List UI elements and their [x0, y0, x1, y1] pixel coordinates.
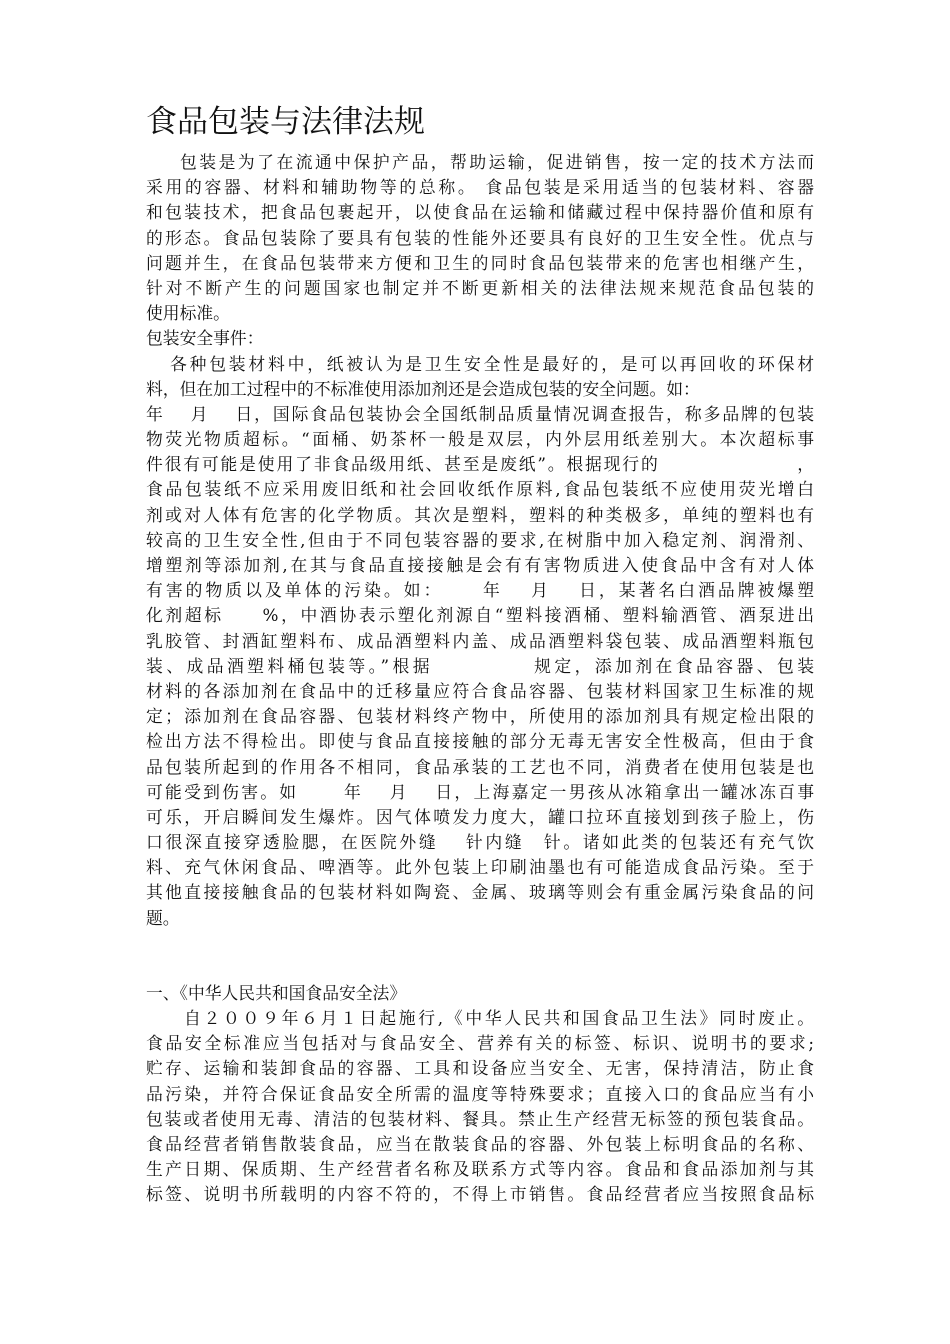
- paragraph-line: 品包装所起到的作用各不相同，食品承装的工艺也不同，消费者在使用包装是也: [146, 756, 814, 777]
- paragraph-line: 料、充气休闲食品、啤酒等。此外包装上印刷油墨也有可能造成食品污染。至于: [146, 857, 814, 878]
- paragraph-line: 装、成品酒塑料桶包装等。”根据 规定，添加剂在食品容器、包装: [146, 655, 814, 676]
- paragraph-line: 包装或者使用无毒、清洁的包装材料、餐具。禁止生产经营无标签的预包装食品。: [146, 1108, 814, 1129]
- paragraph-line: 件很有可能是使用了非食品级用纸、甚至是废纸”。根据现行的 ，: [146, 454, 814, 475]
- paragraph-line: 其他直接接触食品的包装材料如陶瓷、金属、玻璃等则会有重金属污染食品的问: [146, 882, 814, 903]
- paragraph-line: 标签、说明书所载明的内容不符的，不得上市销售。食品经营者应当按照食品标: [146, 1184, 814, 1205]
- paragraph-line: 检出方法不得检出。即使与食品直接接触的部分无毒无害安全性极高，但由于食: [146, 731, 814, 752]
- paragraph-line: 品污染，并符合保证食品安全所需的温度等特殊要求；直接入口的食品应当有小: [146, 1083, 814, 1104]
- paragraph-line: 的形态。食品包装除了要具有包装的性能外还要具有良好的卫生安全性。优点与: [146, 227, 814, 248]
- paragraph-line: 贮存、运输和装卸食品的容器、工具和设备应当安全、无害，保持清洁，防止食: [146, 1058, 814, 1079]
- paragraph-line: 可乐，开启瞬间发生爆炸。因气体喷发力度大，罐口拉环直接划到孩子脸上，伤: [146, 806, 814, 827]
- section-heading: 包装安全事件：: [146, 328, 264, 349]
- paragraph-line: 化剂超标 %，中酒协表示塑化剂源自“塑料接酒桶、塑料输酒管、酒泵进出: [146, 605, 814, 626]
- blank-space: [146, 931, 814, 981]
- paragraph-line: 料，但在加工过程中的不标准使用添加剂还是会造成包装的安全问题。如：: [146, 378, 700, 399]
- paragraph-line: 使用标准。: [146, 303, 230, 324]
- paragraph-line: 问题并生，在食品包装带来方便和卫生的同时食品包装带来的危害也相继产生，: [146, 252, 814, 273]
- paragraph-line: 自２００９年６月１日起施行,《中华人民共和国食品卫生法》同时废止。: [184, 1008, 814, 1028]
- document-title: 食品包装与法律法规: [146, 104, 425, 140]
- law-paragraph: [146, 1006, 814, 1208]
- paragraph-line: 剂或对人体有危害的化学物质。其次是塑料，塑料的种类极多，单纯的塑料也有: [146, 504, 814, 525]
- paragraph-line: 可能受到伤害。如 年 月 日，上海嘉定一男孩从冰箱拿出一罐冰冻百事: [146, 781, 814, 802]
- paragraph-line: 年 月 日，国际食品包装协会全国纸制品质量情况调查报告，称多品牌的包装: [146, 403, 814, 424]
- paragraph-line: 材料的各添加剂在食品中的迁移量应符合食品容器、包装材料国家卫生标准的规: [146, 680, 814, 701]
- paragraph-line: 题。: [146, 907, 180, 928]
- paragraph-line: 针对不断产生的问题国家也制定并不断更新相关的法律法规来规范食品包装的: [146, 277, 814, 298]
- paragraph-line: 乳胶管、封酒缸塑料布、成品酒塑料内盖、成品酒塑料袋包装、成品酒塑料瓶包: [146, 630, 814, 651]
- paragraph-line: 口很深直接穿透脸腮，在医院外缝 针内缝 针。诸如此类的包装还有充气饮: [146, 832, 814, 853]
- paragraph-line: 和包装技术，把食品包裹起开，以使食品在运输和储藏过程中保持器价值和原有: [146, 202, 814, 223]
- paragraph-line: 增塑剂等添加剂,在其与食品直接接触是会有有害物质进入使食品中含有对人体: [146, 555, 814, 575]
- paragraph-line: 食品安全标准应当包括对与食品安全、营养有关的标签、标识、说明书的要求;: [146, 1033, 814, 1054]
- intro-paragraph: [146, 150, 814, 326]
- incident-paragraph: [146, 352, 814, 931]
- paragraph-line: 食品包装纸不应采用废旧纸和社会回收纸作原料,食品包装纸不应使用荧光增白: [146, 479, 814, 500]
- paragraph-line: 生产日期、保质期、生产经营者名称及联系方式等内容。食品和食品添加剂与其: [146, 1159, 814, 1180]
- paragraph-line: 有害的物质以及单体的污染。如： 年 月 日，某著名白酒品牌被爆塑: [146, 580, 814, 601]
- paragraph-line: 各种包装材料中，纸被认为是卫生安全性是最好的，是可以再回收的环保材: [170, 353, 814, 374]
- document-page: [146, 100, 814, 1208]
- paragraph-line: 物荧光物质超标。“面桶、奶茶杯一般是双层，内外层用纸差别大。本次超标事: [146, 429, 814, 450]
- paragraph-line: 包装是为了在流通中保护产品，帮助运输，促进销售，按一定的技术方法而: [180, 152, 814, 172]
- law-heading: 一、《中华人民共和国食品安全法》: [146, 982, 407, 1003]
- paragraph-line: 较高的卫生安全性,但由于不同包装容器的要求,在树脂中加入稳定剂、润滑剂、: [146, 529, 814, 550]
- paragraph-line: 定；添加剂在食品容器、包装材料终产物中，所使用的添加剂具有规定检出限的: [146, 706, 814, 727]
- paragraph-line: 食品经营者销售散装食品，应当在散装食品的容器、外包装上标明食品的名称、: [146, 1133, 814, 1154]
- paragraph-line: 采用的容器、材料和辅助物等的总称。 食品包装是采用适当的包装材料、容器: [146, 177, 814, 198]
